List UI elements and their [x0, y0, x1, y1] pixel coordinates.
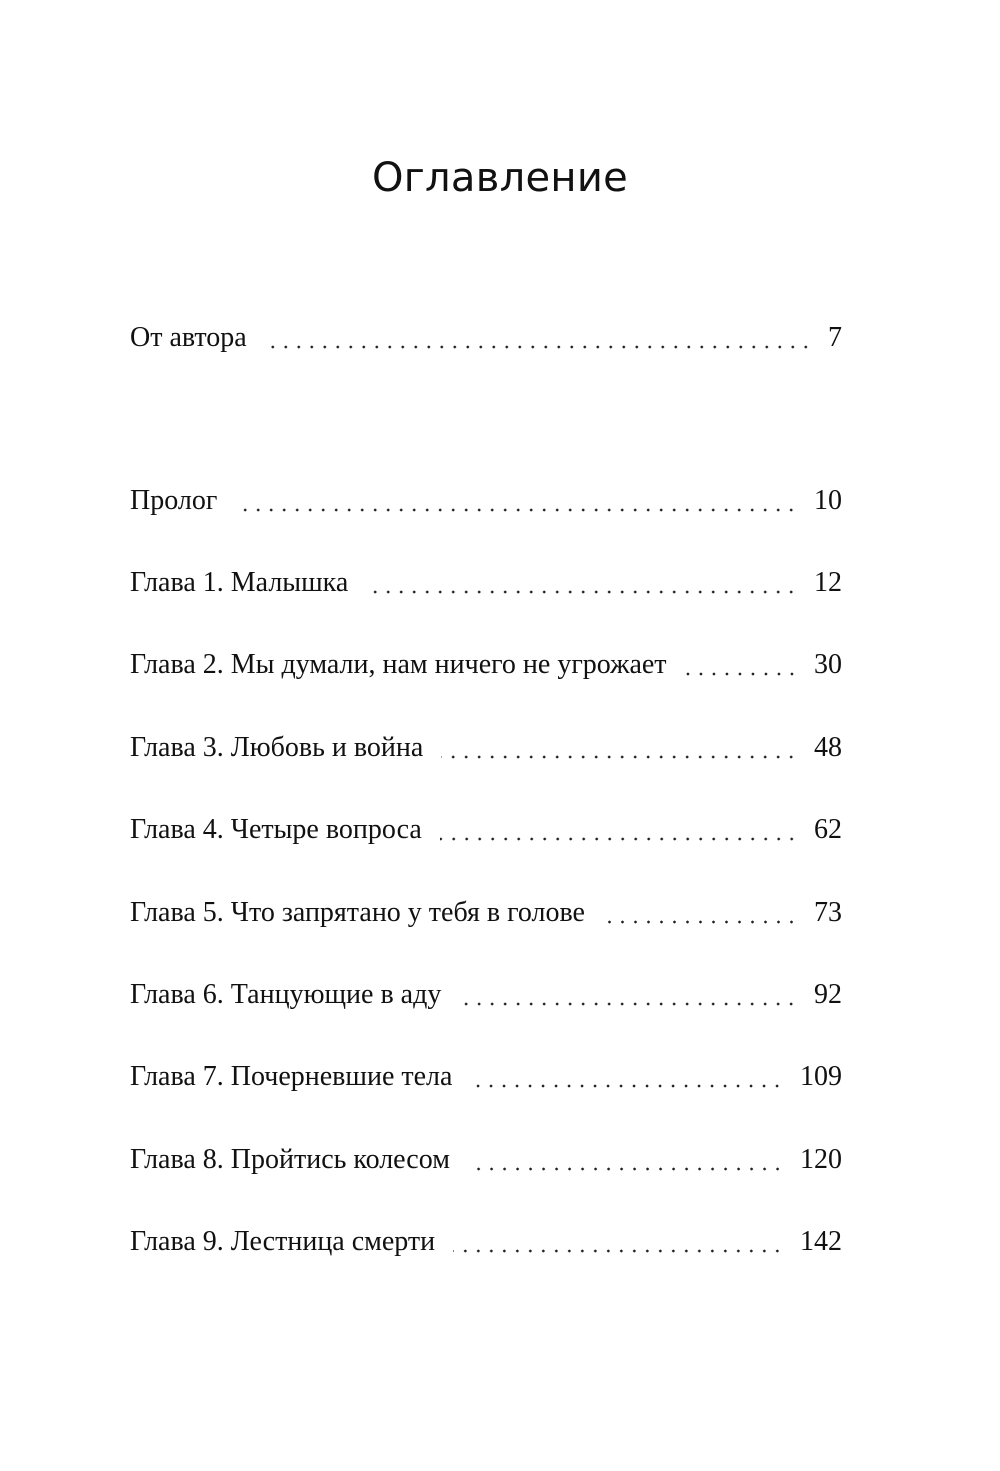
toc-entry-chapter-4[interactable] [130, 810, 842, 850]
toc-entry-label: Глава 4. Четыре вопроса [130, 814, 422, 845]
toc-entry-label: Глава 9. Лестница смерти [130, 1226, 436, 1257]
toc-entry-chapter-7[interactable] [130, 1057, 842, 1097]
toc-entry-label: Глава 6. Танцующие в аду [130, 979, 442, 1010]
toc-entry-chapter-6[interactable] [130, 975, 842, 1015]
toc-entry-label: Глава 1. Малышка [130, 567, 349, 598]
dot-leader [453, 1249, 784, 1253]
toc-entry-label: От автора [130, 322, 247, 353]
toc-entry-chapter-2[interactable] [130, 645, 842, 685]
toc-entry-label: Глава 5. Что запрятано у тебя в голове [130, 897, 585, 928]
toc-entry-page-number: 10 [814, 485, 842, 516]
toc-entry-page-number: 142 [800, 1226, 842, 1257]
toc-entry-page-number: 62 [814, 814, 842, 845]
dot-leader [685, 672, 798, 676]
dot-leader [265, 345, 812, 349]
toc-entry-chapter-9[interactable] [130, 1222, 842, 1262]
dot-leader [470, 1084, 784, 1088]
toc-entry-page-number: 120 [800, 1144, 842, 1175]
dot-leader [459, 1002, 798, 1006]
toc-entry-chapter-8[interactable] [130, 1140, 842, 1180]
toc-entry-page-number: 109 [800, 1061, 842, 1092]
toc-entry-label: Пролог [130, 485, 218, 516]
toc-entry-page-number: 48 [814, 732, 842, 763]
toc-entry-page-number: 12 [814, 567, 842, 598]
toc-entry-chapter-1[interactable] [130, 563, 842, 603]
dot-leader [440, 837, 798, 841]
toc-entry-author-note[interactable] [130, 318, 842, 358]
dot-leader [441, 755, 798, 759]
dot-leader [603, 920, 798, 924]
dot-leader [468, 1167, 784, 1171]
toc-entry-page-number: 92 [814, 979, 842, 1010]
toc-entry-prologue[interactable] [130, 481, 842, 521]
page-title: Оглавление [371, 155, 629, 201]
toc-entry-label: Глава 2. Мы думали, нам ничего не угрожает [130, 649, 667, 680]
toc-entry-label: Глава 7. Почерневшие тела [130, 1061, 453, 1092]
toc-entry-label: Глава 8. Пройтись колесом [130, 1144, 450, 1175]
toc-entry-page-number: 30 [814, 649, 842, 680]
dot-leader [366, 590, 798, 594]
toc-entry-label: Глава 3. Любовь и война [130, 732, 424, 763]
toc-entry-page-number: 73 [814, 897, 842, 928]
toc-entry-page-number: 7 [828, 322, 842, 353]
toc-entry-chapter-3[interactable] [130, 728, 842, 768]
dot-leader [235, 508, 798, 512]
toc-entry-chapter-5[interactable] [130, 893, 842, 933]
